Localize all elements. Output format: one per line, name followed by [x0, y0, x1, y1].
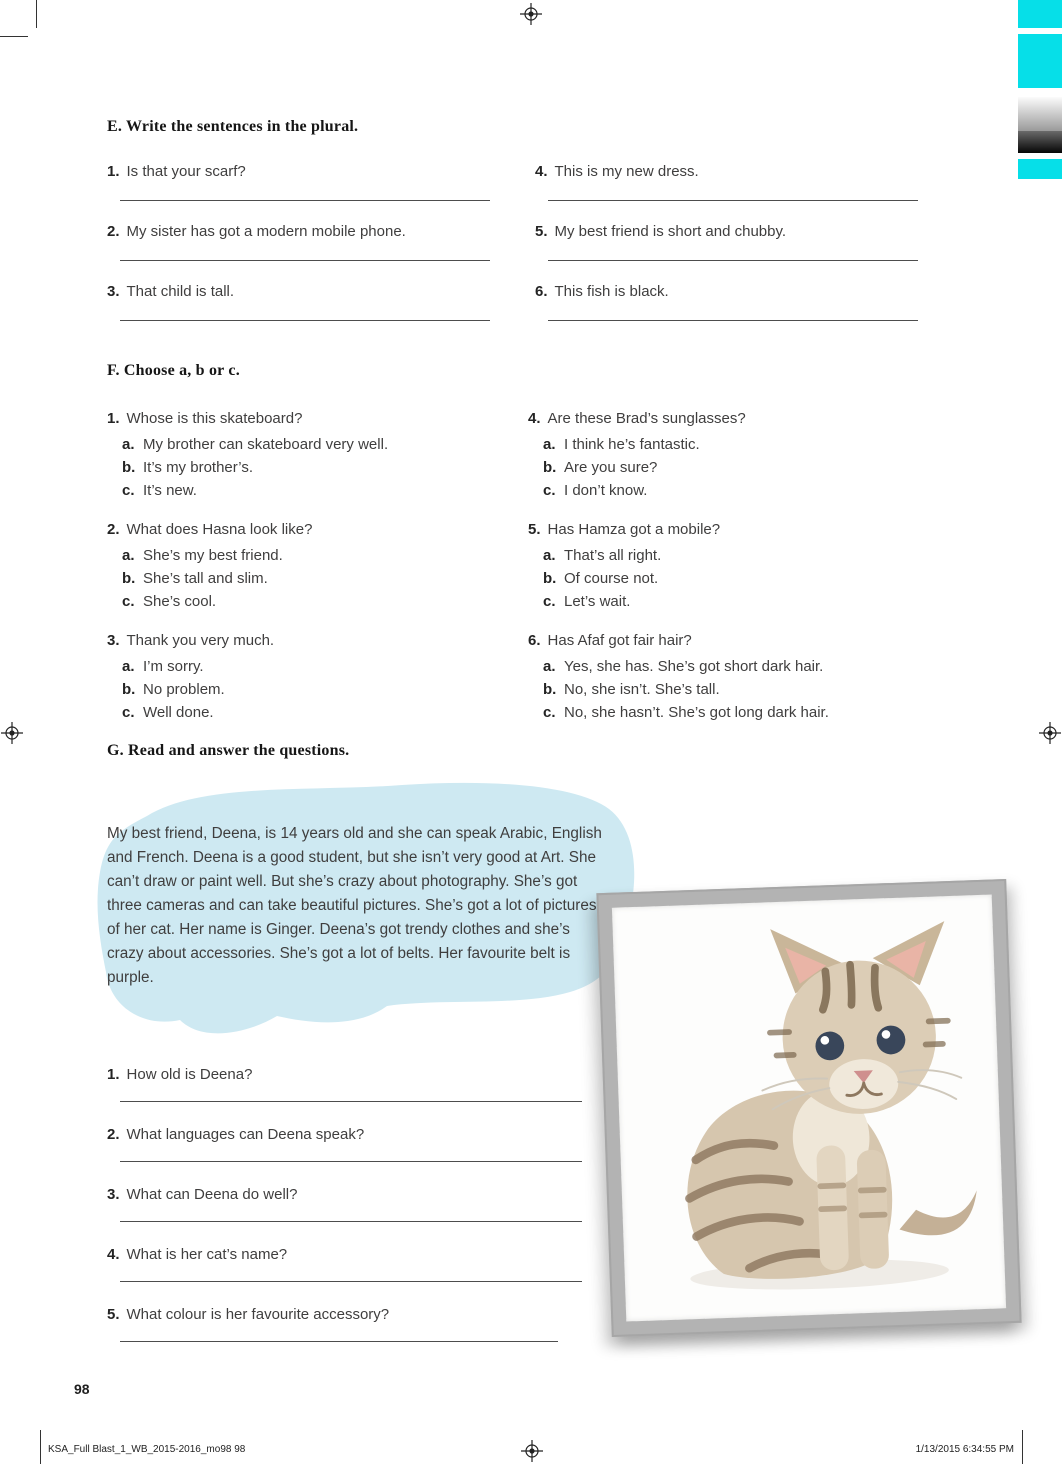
- option-label: c.: [122, 593, 135, 610]
- option-label: a.: [122, 436, 135, 453]
- option-label: b.: [122, 459, 136, 476]
- option-text: It’s new.: [143, 482, 197, 499]
- item-number: 2.: [107, 223, 120, 240]
- item-number: 5.: [528, 521, 541, 538]
- mcq-item-1: [107, 407, 528, 502]
- option-b[interactable]: [543, 678, 973, 701]
- item-text: This fish is black.: [554, 283, 669, 300]
- option-a[interactable]: [122, 544, 528, 567]
- item-number: 4.: [107, 1246, 120, 1263]
- kitten-illustration: [620, 903, 998, 1313]
- answer-line[interactable]: [120, 1161, 582, 1162]
- item-number: 6.: [535, 283, 548, 300]
- item-text: This is my new dress.: [554, 163, 699, 180]
- plural-item-4: [535, 163, 927, 223]
- option-text: Yes, she has. She’s got short dark hair.: [564, 658, 824, 675]
- item-number: 4.: [535, 163, 548, 180]
- option-c[interactable]: [543, 701, 973, 724]
- crop-mark: [40, 1430, 41, 1464]
- question-text: What languages can Deena speak?: [126, 1126, 365, 1143]
- print-color-calibration-bars: [1018, 0, 1062, 179]
- reading-passage-bubble: [72, 776, 654, 1054]
- exercise-f: [107, 362, 973, 740]
- option-label: b.: [122, 681, 136, 698]
- exercise-e-title: E. Write the sentences in the plural.: [107, 118, 359, 135]
- exercise-g-title: G. Read and answer the questions.: [107, 742, 350, 759]
- option-label: a.: [543, 436, 556, 453]
- option-c[interactable]: [122, 479, 528, 502]
- option-text: That’s all right.: [564, 547, 662, 564]
- exercise-e-items: [107, 163, 927, 343]
- question-text: Thank you very much.: [126, 632, 275, 649]
- item-number: 1.: [107, 163, 120, 180]
- option-a[interactable]: [543, 544, 973, 567]
- question-text: What colour is her favourite accessory?: [126, 1306, 390, 1323]
- answer-line[interactable]: [548, 320, 918, 321]
- option-label: a.: [122, 658, 135, 675]
- option-text: She’s my best friend.: [143, 547, 283, 564]
- exercise-e: [107, 118, 927, 343]
- option-text: No, she isn’t. She’s tall.: [564, 681, 720, 698]
- item-number: 1.: [107, 410, 120, 427]
- registration-mark-icon: [520, 3, 542, 25]
- item-number: 3.: [107, 632, 120, 649]
- kitten-photo: [612, 894, 1006, 1321]
- color-bar-gradient: [1018, 131, 1062, 153]
- answer-line[interactable]: [548, 260, 918, 261]
- mcq-item-3: [107, 629, 528, 724]
- item-number: 5.: [535, 223, 548, 240]
- crop-mark: [1022, 1430, 1023, 1464]
- option-text: Let’s wait.: [564, 593, 631, 610]
- option-label: c.: [122, 482, 135, 499]
- question-text: Whose is this skateboard?: [126, 410, 303, 427]
- question-text: How old is Deena?: [126, 1066, 253, 1083]
- option-a[interactable]: [122, 433, 528, 456]
- item-text: That child is tall.: [126, 283, 235, 300]
- option-a[interactable]: [543, 655, 973, 678]
- answer-line[interactable]: [120, 1281, 582, 1282]
- footer-timestamp: 1/13/2015 6:34:55 PM: [915, 1444, 1014, 1455]
- crop-mark: [0, 36, 28, 37]
- mcq-item-5: [528, 518, 973, 613]
- plural-item-2: [107, 223, 535, 283]
- kitten-photo-frame: [596, 879, 1021, 1337]
- answer-line[interactable]: [120, 1101, 582, 1102]
- option-label: a.: [543, 547, 556, 564]
- option-label: b.: [543, 681, 557, 698]
- item-number: 2.: [107, 1126, 120, 1143]
- question-text: Are these Brad’s sunglasses?: [547, 410, 746, 427]
- option-text: She’s tall and slim.: [143, 570, 268, 587]
- exercise-f-title: F. Choose a, b or c.: [107, 362, 240, 379]
- registration-mark-icon: [1, 722, 23, 744]
- option-text: I think he’s fantastic.: [564, 436, 700, 453]
- option-b[interactable]: [122, 567, 528, 590]
- page-number: 98: [74, 1381, 90, 1397]
- option-label: a.: [122, 547, 135, 564]
- question-4: [107, 1246, 607, 1306]
- color-bar-cyan: [1018, 0, 1062, 28]
- option-b[interactable]: [122, 456, 528, 479]
- item-text: My best friend is short and chubby.: [554, 223, 787, 240]
- option-label: b.: [543, 570, 557, 587]
- answer-line[interactable]: [120, 200, 490, 201]
- option-text: Of course not.: [564, 570, 659, 587]
- crop-mark: [36, 0, 37, 28]
- option-text: I don’t know.: [564, 482, 648, 499]
- plural-item-1: [107, 163, 535, 223]
- answer-line[interactable]: [120, 1221, 582, 1222]
- item-number: 1.: [107, 1066, 120, 1083]
- question-text: Has Afaf got fair hair?: [547, 632, 692, 649]
- color-bar-gradient: [1018, 97, 1062, 131]
- color-bar-cyan: [1018, 159, 1062, 179]
- item-number: 2.: [107, 521, 120, 538]
- item-text: Is that your scarf?: [126, 163, 246, 180]
- option-label: c.: [122, 704, 135, 721]
- option-text: I’m sorry.: [143, 658, 204, 675]
- option-text: No problem.: [143, 681, 225, 698]
- answer-line[interactable]: [120, 1341, 558, 1342]
- question-2: [107, 1126, 607, 1186]
- option-label: b.: [543, 459, 557, 476]
- option-text: My brother can skateboard very well.: [143, 436, 389, 453]
- color-bar-cyan: [1018, 34, 1062, 88]
- question-text: What is her cat’s name?: [126, 1246, 288, 1263]
- option-a[interactable]: [122, 655, 528, 678]
- option-b[interactable]: [122, 678, 528, 701]
- question-1: [107, 1066, 607, 1126]
- question-text: Has Hamza got a mobile?: [547, 521, 721, 538]
- registration-mark-icon: [1039, 722, 1061, 744]
- option-b[interactable]: [543, 567, 973, 590]
- answer-line[interactable]: [120, 320, 490, 321]
- registration-mark-icon: [521, 1440, 543, 1462]
- plural-item-5: [535, 223, 927, 283]
- option-text: It’s my brother’s.: [143, 459, 254, 476]
- question-text: What can Deena do well?: [126, 1186, 298, 1203]
- item-number: 4.: [528, 410, 541, 427]
- reading-passage: My best friend, Deena, is 14 years old and she can speak Arabic, English and French. Deena is a good student, but she isn’t very good at Art. She can’t draw or paint well. But she’s crazy about photography. She’s got three cameras and can take beautiful pictures. She’s got a lot of pictures of her cat. Her name is Ginger. Deena’s got trendy clothes and she’s crazy about accessories. She’s got a lot of belts. Her favourite belt is purple.: [107, 825, 602, 986]
- option-label: c.: [543, 593, 556, 610]
- exercise-f-items: [107, 407, 973, 740]
- option-c[interactable]: [122, 590, 528, 613]
- footer-file-info: KSA_Full Blast_1_WB_2015-2016_mo98 98: [48, 1444, 246, 1455]
- option-text: Are you sure?: [564, 459, 658, 476]
- item-number: 5.: [107, 1306, 120, 1323]
- option-label: b.: [122, 570, 136, 587]
- option-c[interactable]: [543, 590, 973, 613]
- question-text: What does Hasna look like?: [126, 521, 313, 538]
- item-text: My sister has got a modern mobile phone.: [126, 223, 406, 240]
- option-b[interactable]: [543, 456, 973, 479]
- item-number: 3.: [107, 283, 120, 300]
- option-label: c.: [543, 482, 556, 499]
- option-a[interactable]: [543, 433, 973, 456]
- mcq-item-4: [528, 407, 973, 502]
- question-5: [107, 1306, 607, 1366]
- plural-item-6: [535, 283, 927, 343]
- item-number: 6.: [528, 632, 541, 649]
- answer-line[interactable]: [548, 200, 918, 201]
- item-number: 3.: [107, 1186, 120, 1203]
- option-label: c.: [543, 704, 556, 721]
- answer-line[interactable]: [120, 260, 490, 261]
- option-text: She’s cool.: [143, 593, 217, 610]
- option-c[interactable]: [543, 479, 973, 502]
- option-text: Well done.: [143, 704, 214, 721]
- mcq-item-6: [528, 629, 973, 724]
- option-text: No, she hasn’t. She’s got long dark hair.: [564, 704, 829, 721]
- plural-item-3: [107, 283, 535, 343]
- question-3: [107, 1186, 607, 1246]
- exercise-g-questions: [107, 1066, 607, 1366]
- mcq-item-2: [107, 518, 528, 613]
- option-label: a.: [543, 658, 556, 675]
- option-c[interactable]: [122, 701, 528, 724]
